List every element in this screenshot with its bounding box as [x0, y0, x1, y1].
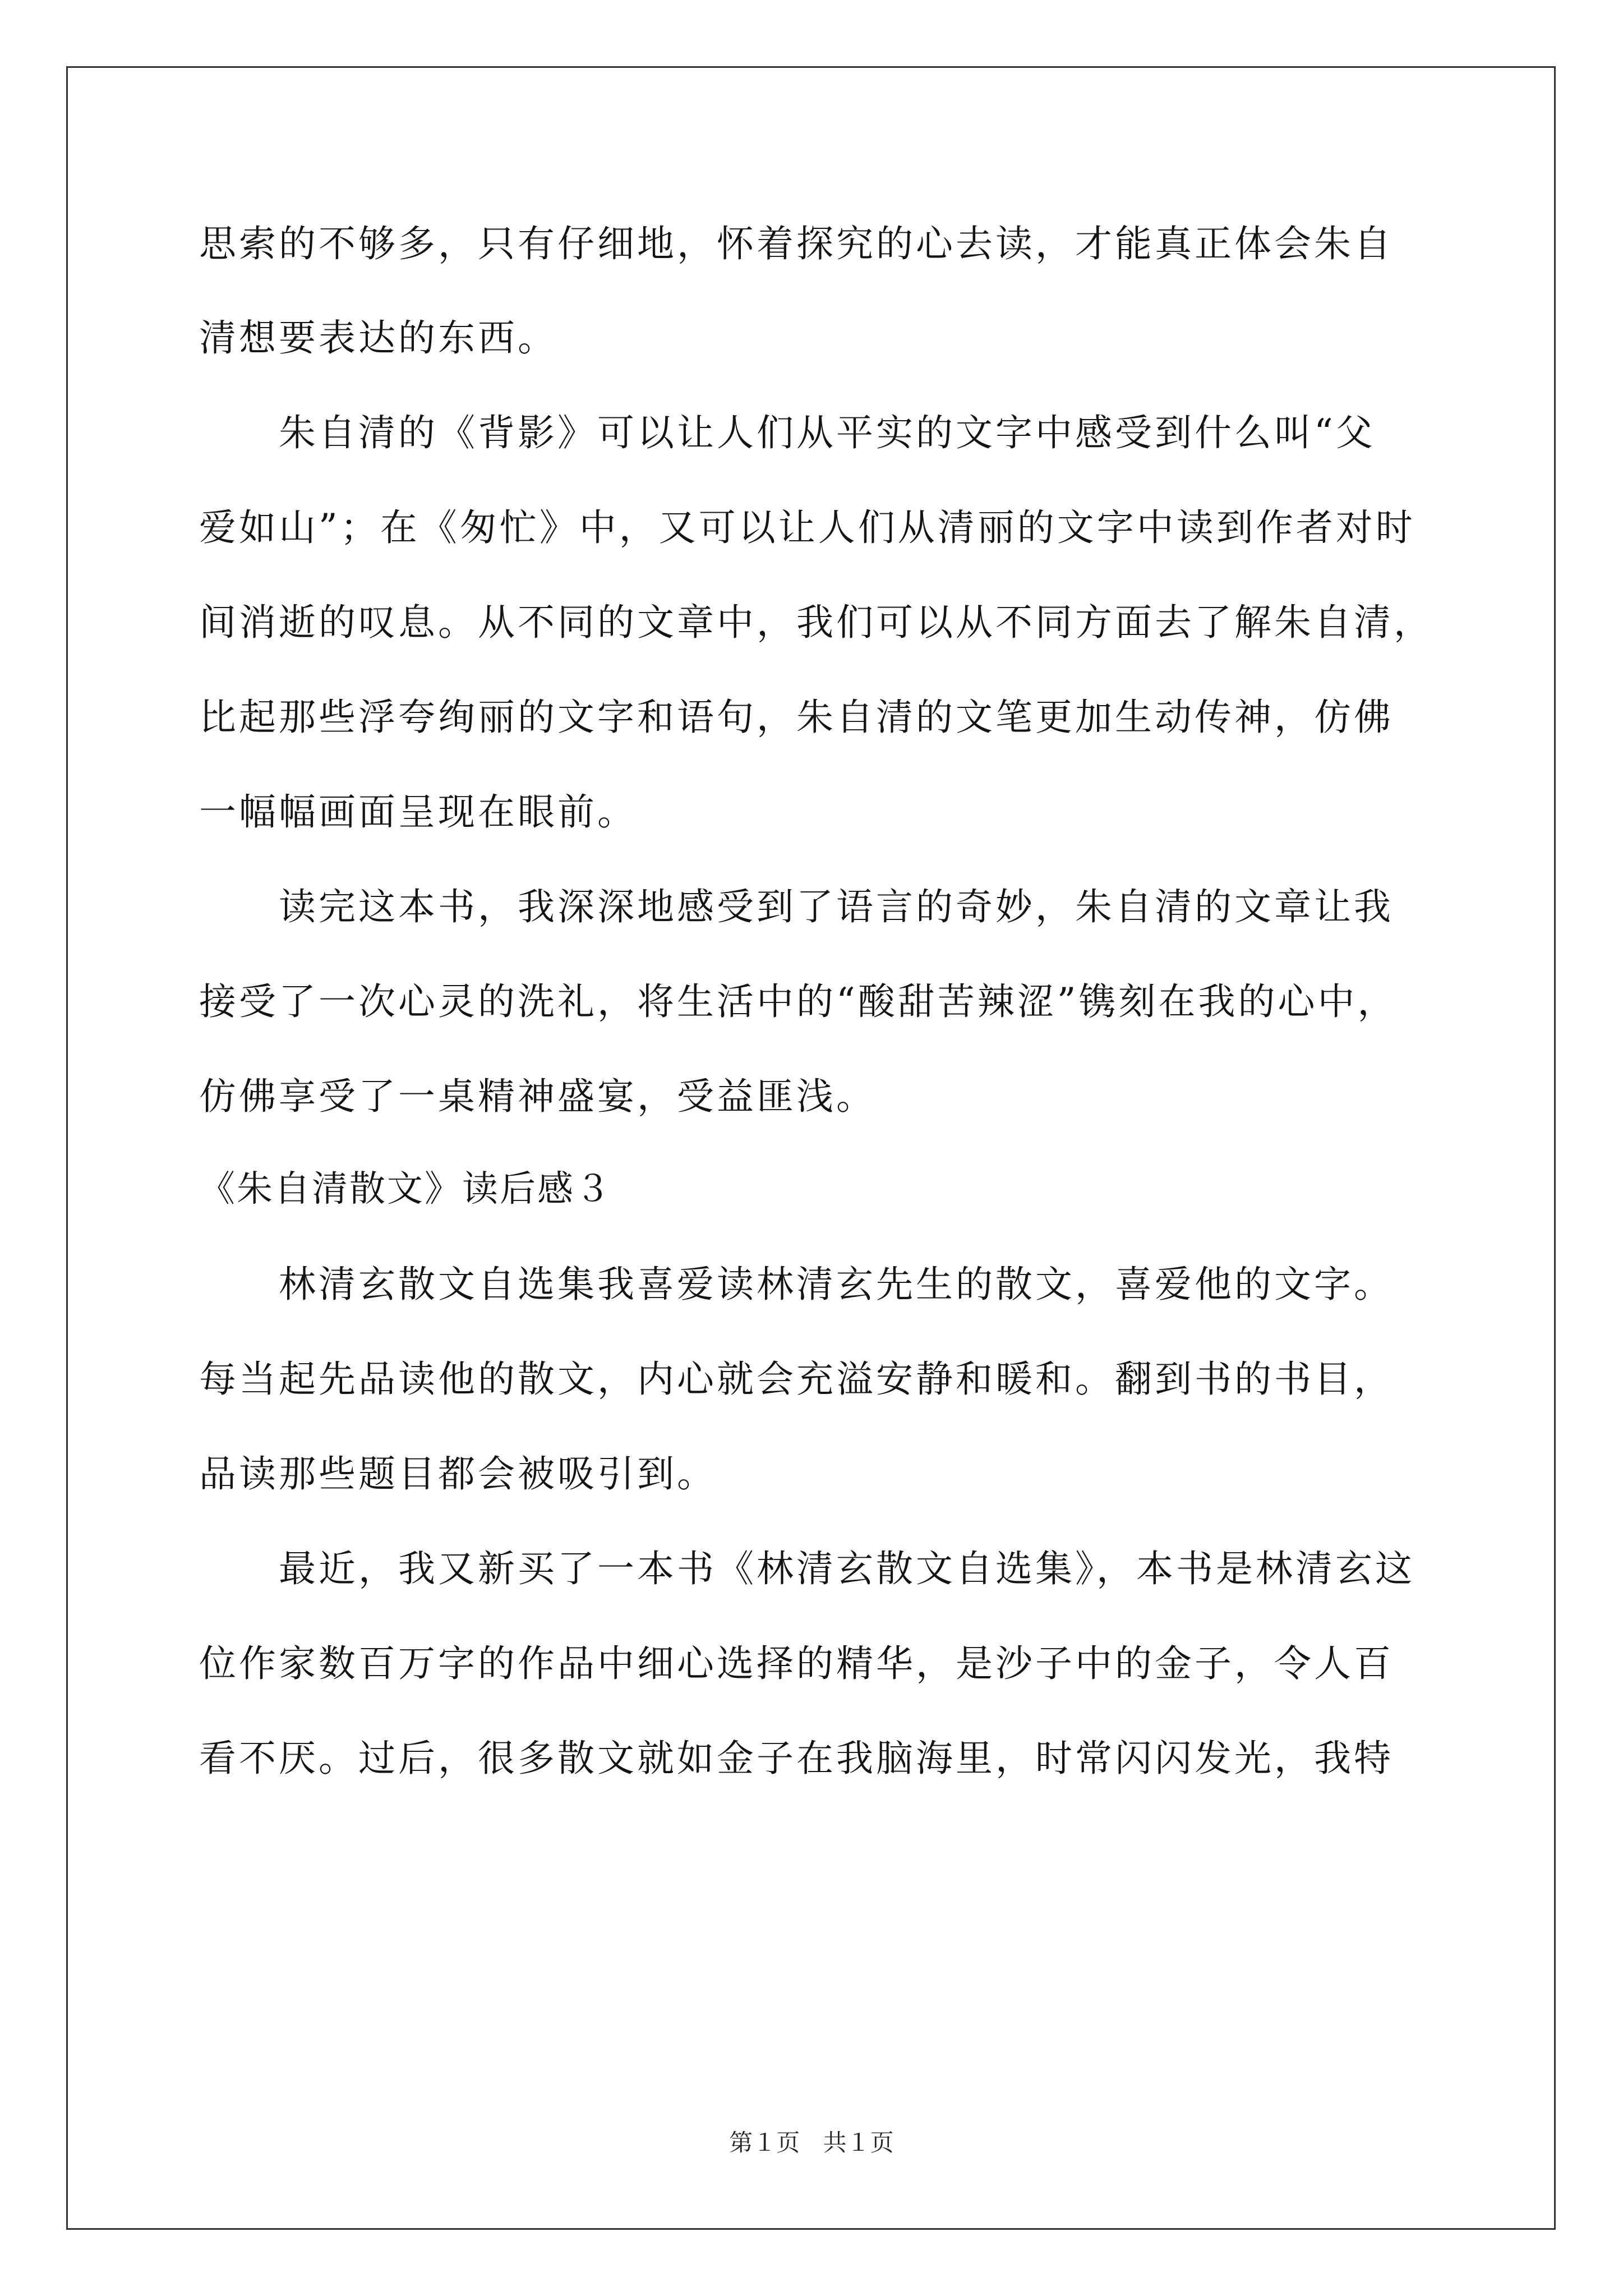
paragraph-2-line-1: 朱自清的《背影》可以让人们从平实的文字中感受到什么叫“父 — [279, 411, 1376, 454]
paragraph-1-line-2: 清想要表达的东西。 — [199, 316, 557, 360]
paragraph-2-line-4: 比起那些浮夸绚丽的文字和语句，朱自清的文笔更加生动传神，仿佛 — [199, 696, 1394, 739]
section-heading: 《朱自清散文》读后感３ — [199, 1168, 612, 1210]
paragraph-4-line-1: 林清玄散文自选集我喜爱读林清玄先生的散文，喜爱他的文字。 — [279, 1263, 1394, 1306]
paragraph-4-line-3: 品读那些题目都会被吸引到。 — [199, 1452, 717, 1496]
paragraph-5-line-1: 最近，我又新买了一本书《林清玄散文自选集》，本书是林清玄这 — [279, 1547, 1415, 1590]
paragraph-2-line-3: 间消逝的叹息。从不同的文章中，我们可以从不同方面去了解朱自清， — [199, 601, 1433, 644]
paragraph-1-line-1: 思索的不够多，只有仔细地，怀着探究的心去读，才能真正体会朱自 — [199, 222, 1394, 265]
paragraph-3-line-2: 接受了一次心灵的洗礼，将生活中的“酸甜苦辣涩”镌刻在我的心中， — [199, 980, 1398, 1023]
page-number: 第１页 — [729, 2129, 800, 2156]
paragraph-4-line-2: 每当起先品读他的散文，内心就会充溢安静和暖和。翻到书的书目， — [199, 1358, 1394, 1401]
paragraph-5-line-3: 看不厌。过后，很多散文就如金子在我脑海里，时常闪闪发光，我特 — [199, 1737, 1394, 1780]
paragraph-3-line-3: 仿佛享受了一桌精神盛宴，受益匪浅。 — [199, 1075, 876, 1118]
paragraph-5-line-2: 位作家数百万字的作品中细心选择的精华，是沙子中的金子，令人百 — [199, 1642, 1394, 1685]
page-total: 共１页 — [823, 2129, 894, 2156]
paragraph-2-line-2: 爱如山”；在《匆忙》中，又可以让人们从清丽的文字中读到作者对时 — [199, 506, 1415, 549]
paragraph-2-line-5: 一幅幅画面呈现在眼前。 — [199, 790, 637, 834]
page-footer — [0, 2129, 1623, 2157]
page-border — [66, 66, 1556, 2230]
paragraph-3-line-1: 读完这本书，我深深地感受到了语言的奇妙，朱自清的文章让我 — [279, 885, 1394, 928]
